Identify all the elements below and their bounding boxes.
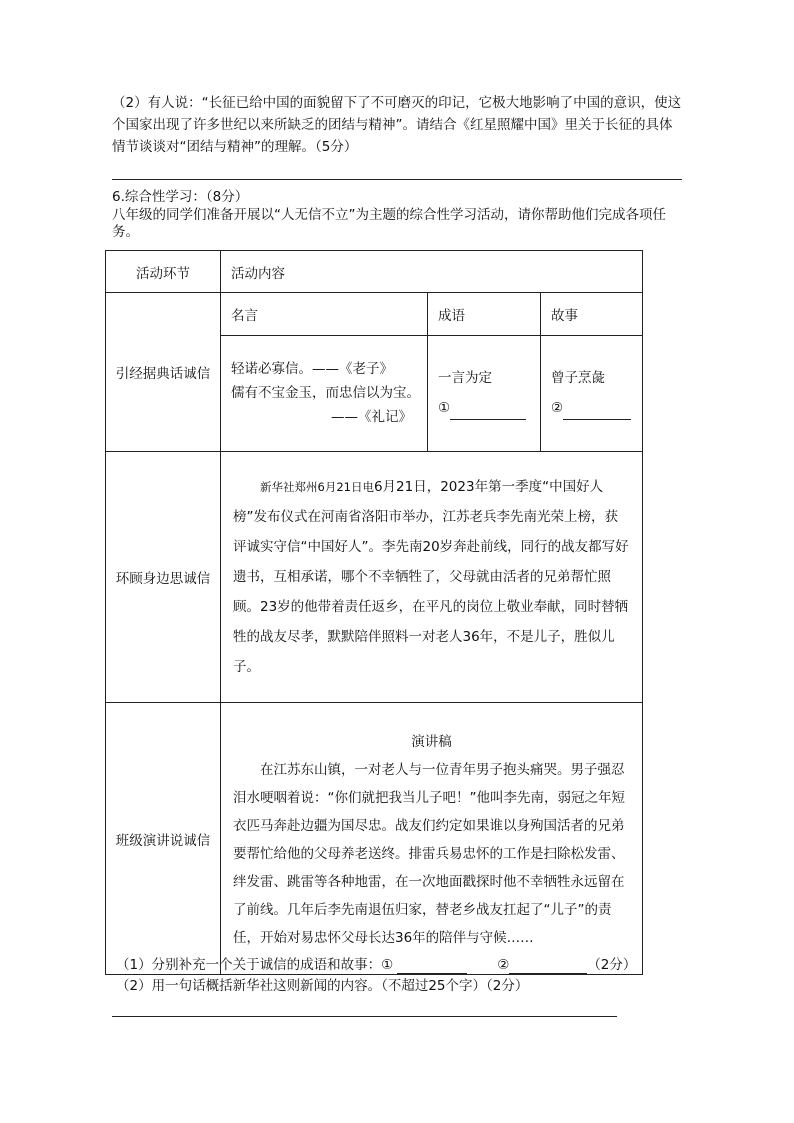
idiom-example: 一言为定	[438, 370, 492, 387]
subheader-quotes: 名言	[231, 307, 258, 324]
idiom-blank-marker: ①	[438, 400, 451, 417]
story-blank-marker: ②	[551, 400, 564, 417]
subheader-idioms: 成语	[428, 293, 541, 335]
quote-laozi: 轻诺必寡信。——《老子》	[231, 361, 393, 378]
answer-blank-1[interactable]	[397, 973, 467, 974]
quotes-cell	[221, 335, 428, 451]
speech-cell	[221, 703, 643, 975]
answer-line	[112, 179, 682, 180]
story-example: 曾子烹彘	[551, 370, 605, 387]
news-source: 新华社郑州6月21日电	[260, 480, 374, 494]
quote-liji: 儒有不宝金玉，而忠信以为宝。	[231, 385, 420, 402]
subheader-stories: 故事	[541, 293, 643, 335]
table-row	[106, 452, 643, 703]
sub-question-1-prefix: （1）分别补充一个关于诚信的成语和故事：①	[116, 957, 394, 973]
quote-liji-source: ——《礼记》	[331, 409, 412, 426]
speech-body: 在江苏东山镇，一对老人与一位青年男子抱头痛哭。男子强忍泪水哽咽着说：“你们就把我当儿子吧！”他叫李先南，弱冠之年短衣匹马奔赴边疆为国尽忠。战友们约定如果谁以身殉国活者的兄弟要帮忙给他的父母养老送终。排雷兵易忠怀的工作是扫除松发雷、绊发雷、跳雷等各种地雷，在一次地面戳探时他不幸牺牲永远留在了前线。几年后李先南退伍归家，替老乡战友扛起了“儿子”的责任，开始对易忠怀父母长达36年的陪伴与守候……	[233, 761, 625, 946]
speech-title: 演讲稿	[411, 733, 452, 750]
section-intro: 八年级的同学们准备开展以“人无信不立”为主题的综合性学习活动，请你帮助他们完成各项任务。	[112, 207, 666, 240]
row-label-speech: 班级演讲说诚信	[106, 703, 221, 975]
row-label-surroundings: 环顾身边思诚信	[106, 452, 221, 703]
news-body: 6月21日，2023年第一季度“中国好人榜”发布仪式在河南省洛阳市举办，江苏老兵李先南光荣上榜，获评诚实守信“中国好人”。李先南20岁奔赴前线，同行的战友都写好遗书，互相承诺，哪个不幸牺牲了，父母就由活者的兄弟帮忙照顾。23岁的他带着责任返乡，在平凡的岗位上敬业奉献，同时替牺牲的战友尽孝，默默陪伴照料一对老人36年，不是儿子，胜似儿子。	[233, 479, 629, 675]
idiom-blank[interactable]	[450, 419, 526, 420]
table-header-row	[106, 251, 643, 293]
table-row	[106, 703, 643, 975]
table-row	[106, 293, 643, 452]
news-cell	[221, 452, 643, 703]
classics-subtable	[221, 293, 642, 451]
sub-question-2: （2）用一句话概括新华社这则新闻的内容。（不超过25个字）（2分）	[116, 978, 529, 994]
sub-question-1-suffix: （2分）	[587, 957, 637, 973]
question-2-text: （2）有人说：“长征已给中国的面貌留下了不可磨灭的印记，它极大地影响了中国的意识，使这个国家出现了许多世纪以来所缺乏的团结与精神”。请结合《红星照耀中国》里关于长征的具体情节谈谈对“团结与精神”的理解。（5分）	[112, 95, 682, 155]
col-header-activity-content: 活动内容	[221, 251, 643, 293]
answer-blank-2[interactable]	[509, 973, 587, 974]
answer-line	[112, 1016, 617, 1017]
idioms-cell	[428, 335, 541, 451]
sub-question-1	[116, 956, 636, 974]
activity-table	[105, 250, 643, 975]
section-title: 6.综合性学习：（8分）	[112, 189, 249, 205]
story-blank[interactable]	[563, 419, 631, 420]
row-label-classics: 引经据典话诚信	[106, 293, 221, 452]
sub-question-1-marker-2: ②	[497, 957, 510, 973]
stories-cell	[541, 335, 643, 451]
col-header-activity-stage: 活动环节	[106, 251, 221, 293]
